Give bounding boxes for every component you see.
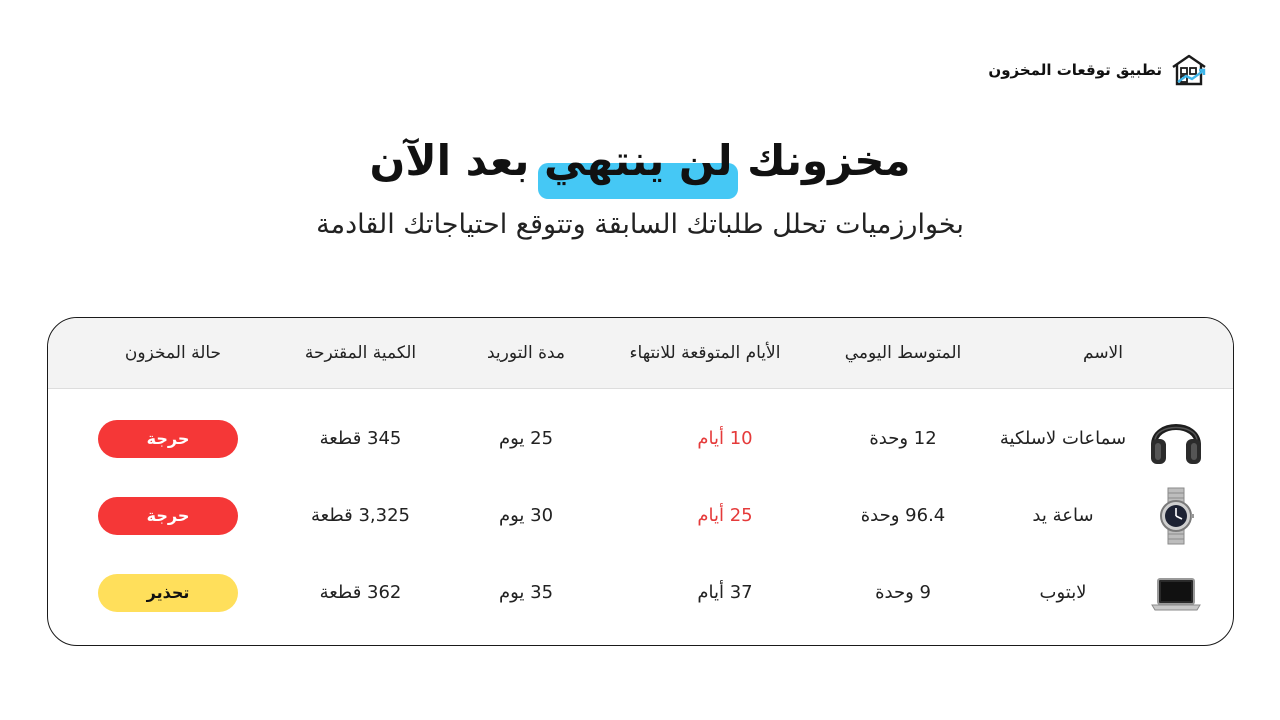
headphones-icon [1146,409,1206,469]
status-badge[interactable]: حرجة [98,420,238,458]
suggested-quantity: 362 قطعة [319,582,402,603]
daily-average: 9 وحدة [875,582,931,603]
warehouse-chart-icon [1170,52,1208,88]
hero-title-start: مخزونك [747,136,911,185]
product-name: ساعة يد [1032,505,1094,526]
inventory-table [47,317,1234,646]
hero-title [0,130,1280,192]
days-to-stockout: 25 أيام [697,505,753,526]
hero-title-highlight: لن ينتهي [544,130,732,192]
column-header-lead-time: مدة التوريد [486,343,566,363]
table-row[interactable] [48,483,1234,549]
laptop-icon [1146,563,1206,623]
hero-subtitle: بخوارزميات تحلل طلباتك السابقة وتتوقع احتياجاتك القادمة [316,209,964,240]
days-to-stockout: 37 أيام [697,582,753,603]
app-name: تطبيق توقعات المخزون [988,61,1162,79]
days-to-stockout: 10 أيام [697,428,753,449]
table-row[interactable] [48,406,1234,472]
column-header-daily-average: المتوسط اليومي [844,343,962,363]
column-header-name: الاسم [1083,343,1123,363]
suggested-quantity: 345 قطعة [319,428,402,449]
column-header-stock-status: حالة المخزون [124,343,222,363]
daily-average: 12 وحدة [869,428,937,449]
app-brand[interactable] [988,52,1208,88]
product-name: سماعات لاسلكية [999,428,1127,449]
status-badge[interactable]: حرجة [98,497,238,535]
table-header [48,318,1234,389]
suggested-quantity: 3,325 قطعة [311,505,410,526]
status-badge[interactable]: تحذير [98,574,238,612]
table-row[interactable] [48,560,1234,626]
column-header-suggested-quantity: الكمية المقترحة [304,343,417,363]
lead-time: 25 يوم [498,428,554,449]
hero-title-end: بعد الآن [369,136,530,185]
daily-average: 96.4 وحدة [860,505,946,526]
wristwatch-icon [1146,486,1206,546]
lead-time: 35 يوم [498,582,554,603]
product-name: لابتوب [1039,582,1087,603]
column-header-days-to-stockout: الأيام المتوقعة للانتهاء [629,343,781,363]
lead-time: 30 يوم [498,505,554,526]
